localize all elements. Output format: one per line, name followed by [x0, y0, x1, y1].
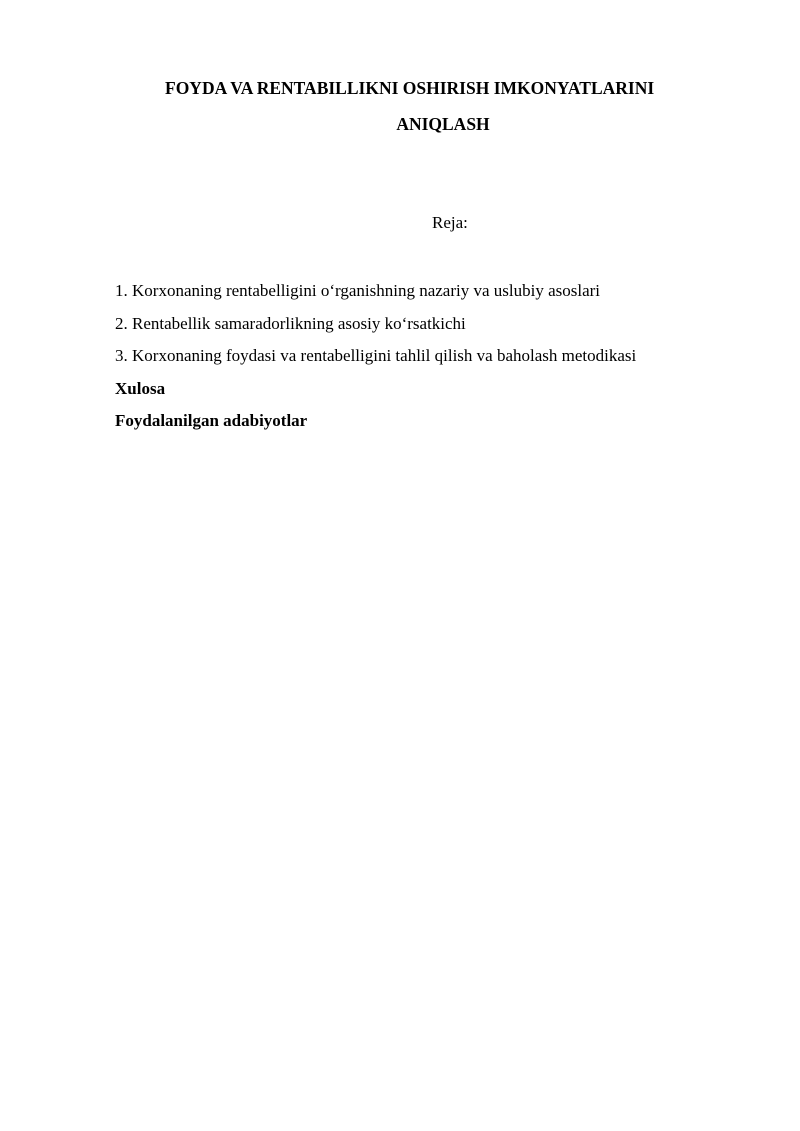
- plan-item-1: 1. Korxonaning rentabelligini o‘rganishning nazariy va uslubiy asoslari: [115, 281, 601, 300]
- document-title: [115, 74, 745, 138]
- plan-item-2: 2. Rentabellik samaradorlikning asosiy ko‘rsatkichi: [115, 313, 466, 333]
- plan-list: [115, 275, 755, 438]
- title-line-1: FOYDA VA RENTABILLIKNI OSHIRISH IMKONYATLARINI: [165, 78, 655, 98]
- plan-item-references: Foydalanilgan adabiyotlar: [115, 411, 308, 430]
- plan-item-3: 3. Korxonaning foydasi va rentabelligini tahlil qilish va baholash metodikasi: [115, 346, 637, 365]
- plan-item-conclusion: Xulosa: [115, 378, 166, 398]
- plan-heading: Reja:: [432, 213, 468, 232]
- title-line-2: ANIQLASH: [396, 114, 490, 134]
